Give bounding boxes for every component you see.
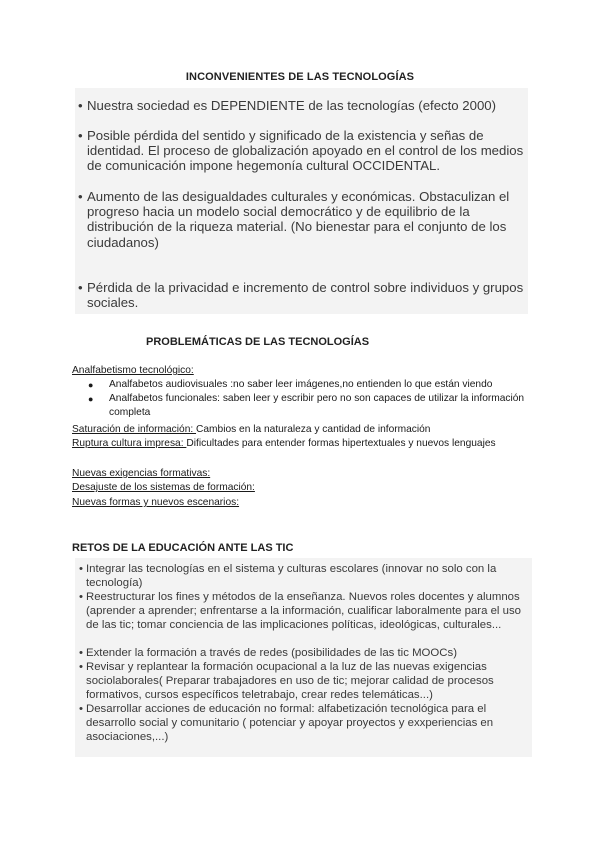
bullet-icon: • (78, 280, 83, 295)
bullet-icon: • (78, 189, 83, 204)
bullet-icon: • (79, 661, 83, 673)
ruptura-text: Dificultades para entender formas hipertextuales y nuevos lenguajes (186, 438, 496, 449)
reto-item: • Revisar y replantear la formación ocupacional a la luz de las nuevas exigencias sociolaborales( Preparar trabajadores en uso de tic; mejorar calidad de procesos formativos, cursos específicos teletrabajo, crear redes telemáticas...) (79, 661, 494, 701)
saturacion-text: Cambios en la naturaleza y cantidad de información (196, 424, 431, 435)
inconveniente-item: • Posible pérdida del sentido y significado de la existencia y señas de identidad. El proceso de globalización apoyado en el control de los medios de comunicación impone hegemonía cultural OCCIDENTAL. (78, 128, 524, 174)
bullet-icon: • (78, 128, 83, 143)
analfabetismo-label: Analfabetismo tecnológico: (72, 365, 194, 376)
analfabetismo-item: ● Analfabetos audiovisuales :no saber leer imágenes,no entienden lo que están viendo (88, 379, 493, 390)
problematicas-title: PROBLEMÁTICAS DE LAS TECNOLOGÍAS (146, 336, 370, 348)
reto-item: • Desarrollar acciones de educación no formal: alfabetización tecnológica para el desarrollo social y comunitario ( potenciar y apoyar proyectos y exxperiencias en asociaciones,...) (79, 703, 494, 743)
saturacion-label: Saturación de información: (72, 424, 197, 435)
retos-title: RETOS DE LA EDUCACIÓN ANTE LAS TIC (72, 542, 294, 554)
saturacion-line (72, 423, 528, 437)
analfabetismo-item: ● Analfabetos funcionales: saben leer y escribir pero no son capaces de utilizar la información completa (88, 393, 525, 418)
inconvenientes-title: INCONVENIENTES DE LAS TECNOLOGÍAS (185, 71, 415, 83)
ruptura-label: Ruptura cultura impresa: (72, 438, 187, 449)
reto-item: • Reestructurar los fines y métodos de la enseñanza. Nuevos roles docentes y alumnos (aprender a aprender; enfrentarse a la información, cualificar laboralmente para el uso de las tic; tomar conciencia de las implicaciones políticas, ideológicas, culturales... (79, 591, 521, 631)
bullet-icon: ● (88, 394, 94, 404)
bullet-icon: • (78, 98, 83, 113)
bullet-icon: • (79, 647, 83, 659)
bullet-icon: • (79, 703, 83, 715)
nuevas-exigencias: Nuevas exigencias formativas: (72, 468, 211, 479)
reto-item: • Integrar las tecnologías en el sistema y culturas escolares (innovar no solo con la tecnología) (79, 563, 497, 589)
bullet-icon: ● (88, 380, 94, 390)
desajuste: Desajuste de los sistemas de formación: (72, 482, 255, 493)
inconveniente-item: • Aumento de las desigualdades culturales y económicas. Obstaculizan el progreso hacia un modelo social democrático y de equilibrio de la distribución de la riqueza material. (No bienestar para el conjunto de los ciudadanos) (78, 189, 510, 250)
bullet-icon: • (79, 563, 83, 575)
bullet-icon: • (79, 591, 83, 603)
inconveniente-item: • Nuestra sociedad es DEPENDIENTE de las tecnologías (efecto 2000) (78, 98, 497, 113)
nuevas-formas: Nuevas formas y nuevos escenarios: (72, 497, 240, 508)
ruptura-line (72, 437, 518, 451)
inconveniente-item: • Pérdida de la privacidad e incremento de control sobre individuos y grupos sociales. (78, 280, 524, 311)
reto-item: • Extender la formación a través de redes (posibilidades de las tic MOOCs) (79, 647, 457, 659)
